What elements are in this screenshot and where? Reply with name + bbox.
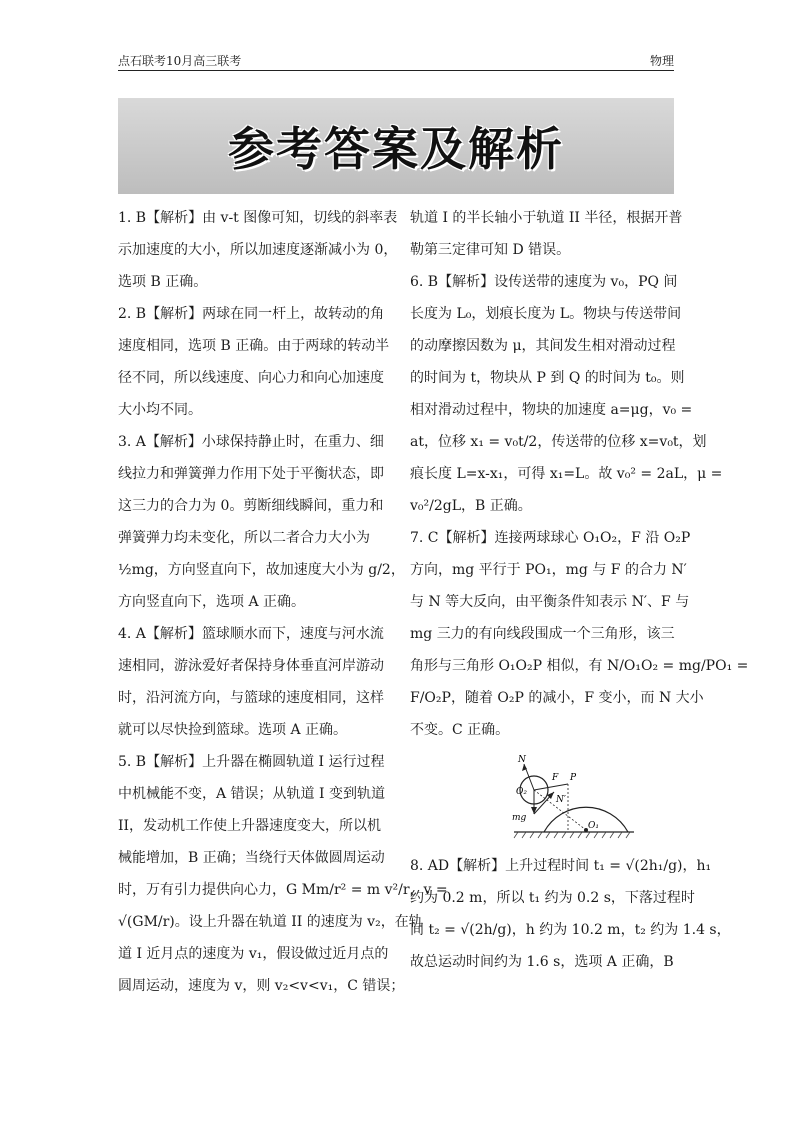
text-line: 勒第三定律可知 D 错误。 (410, 242, 571, 258)
label-p: P (570, 773, 577, 783)
text-line: 速相同，游泳爱好者保持身体垂直河岸游动 (118, 658, 384, 674)
text-line: at，位移 x₁ = v₀t/2，传送带的位移 x=v₀t，划 (410, 434, 707, 450)
text-line: 大小均不同。 (118, 402, 202, 418)
text-line: 时，沿河流方向，与篮球的速度相同，这样 (118, 690, 384, 706)
text-line: 线拉力和弹簧弹力作用下处于平衡状态，即 (118, 466, 384, 482)
text-line: 不变。C 正确。 (410, 722, 510, 738)
text-line: 这三力的合力为 0。剪断细线瞬间，重力和 (118, 498, 384, 514)
text-line: mg 三力的有向线段围成一个三角形，该三 (410, 626, 675, 642)
force-diagram (410, 750, 676, 850)
label-o1: O₁ (588, 821, 599, 831)
text-line: 间 t₂ = √(2h/g)，h 约为 10.2 m，t₂ 约为 1.4 s， (410, 922, 731, 938)
exam-name: 点石联考10月高三联考 (118, 54, 242, 68)
text-line: 示加速度的大小，所以加速度逐渐减小为 0， (118, 242, 398, 258)
subject-name: 物理 (649, 54, 674, 68)
label-f: F (552, 773, 559, 783)
text-line: 弹簧弹力均未变化，所以二者合力大小为 (118, 530, 370, 546)
text-line: √(GM/r)。设上升器在轨道 II 的速度为 v₂，在轨 (118, 914, 423, 930)
text-line: 就可以尽快捡到篮球。选项 A 正确。 (118, 722, 348, 738)
text-line: 5. B【解析】上升器在椭圆轨道 I 运行过程 (118, 754, 385, 770)
text-line: 时，万有引力提供向心力，G Mm/r² = m v²/r，v = (118, 882, 448, 898)
text-line: 选项 B 正确。 (118, 274, 208, 290)
page-header (118, 50, 674, 71)
force-diagram-svg (506, 750, 646, 846)
page-title: 参考答案及解析 (228, 122, 564, 176)
text-line: 痕长度 L=x-x₁，可得 x₁=L。故 v₀² = 2aL，μ = (410, 466, 723, 482)
text-line: 2. B【解析】两球在同一杆上，故转动的角 (118, 306, 385, 322)
text-line: 6. B【解析】设传送带的速度为 v₀，PQ 间 (410, 274, 678, 290)
text-line: 3. A【解析】小球保持静止时，在重力、细 (118, 434, 384, 450)
text-line: 1. B【解析】由 v-t 图像可知，切线的斜率表 (118, 210, 398, 226)
title-banner (118, 98, 674, 194)
text-line: II，发动机工作使上升器速度变大，所以机 (118, 818, 382, 834)
text-line: 轨道 I 的半长轴小于轨道 II 半径，根据开普 (410, 210, 683, 226)
text-line: 方向，mg 平行于 PO₁，mg 与 F 的合力 N′ (410, 562, 687, 578)
label-o2: O₂ (516, 787, 527, 797)
text-line: 长度为 L₀，划痕长度为 L。物块与传送带间 (410, 306, 682, 322)
text-line: 约为 0.2 m，所以 t₁ 约为 0.2 s，下落过程时 (410, 890, 695, 906)
left-column (118, 202, 448, 1002)
label-mg: mg (512, 813, 527, 823)
label-n-prime: N′ (556, 795, 566, 805)
text-line: 械能增加，B 正确；当绕行天体做圆周运动 (118, 850, 385, 866)
text-line: 圆周运动，速度为 v，则 v₂<v<v₁，C 错误； (118, 978, 405, 994)
text-line: 的时间为 t，物块从 P 到 Q 的时间为 t₀。则 (410, 370, 685, 386)
text-line: 与 N 等大反向，由平衡条件知表示 N′、F 与 (410, 594, 690, 610)
right-column (410, 202, 749, 978)
text-line: 相对滑动过程中，物块的加速度 a=μg，v₀ = (410, 402, 693, 418)
text-line: 角形与三角形 O₁O₂P 相似，有 N/O₁O₂ = mg/PO₁ = (410, 658, 749, 674)
text-line: F/O₂P，随着 O₂P 的减小，F 变小，而 N 大小 (410, 690, 704, 706)
label-n: N (518, 755, 526, 765)
text-line: 7. C【解析】连接两球球心 O₁O₂，F 沿 O₂P (410, 530, 691, 546)
text-line: 径不同，所以线速度、向心力和向心加速度 (118, 370, 384, 386)
text-line: v₀²/2gL，B 正确。 (410, 498, 532, 514)
text-line: ½mg，方向竖直向下，故加速度大小为 g/2， (118, 562, 405, 578)
text-line: 方向竖直向下，选项 A 正确。 (118, 594, 306, 610)
text-line: 速度相同，选项 B 正确。由于两球的转动半 (118, 338, 390, 354)
text-line: 4. A【解析】篮球顺水而下，速度与河水流 (118, 626, 384, 642)
text-line: 道 I 近月点的速度为 v₁，假设做过近月点的 (118, 946, 389, 962)
text-line: 故总运动时间约为 1.6 s，选项 A 正确，B (410, 954, 674, 970)
text-line: 的动摩擦因数为 μ，其间发生相对滑动过程 (410, 338, 676, 354)
text-line: 中机械能不变，A 错误；从轨道 I 变到轨道 (118, 786, 385, 802)
text-line: 8. AD【解析】上升过程时间 t₁ = √(2h₁/g)，h₁ (410, 858, 712, 874)
